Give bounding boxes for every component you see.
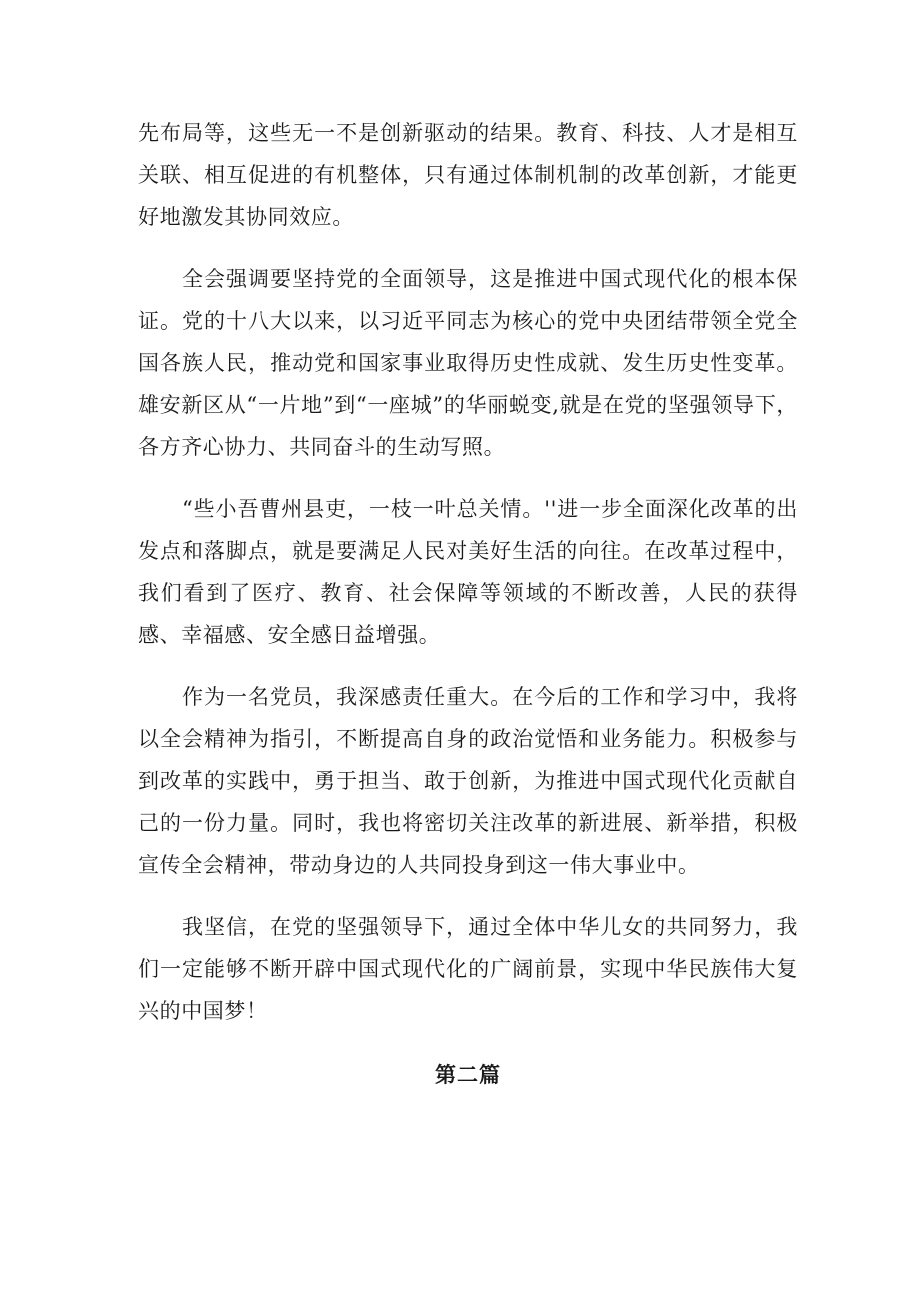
section-title: 第二篇	[435, 1062, 501, 1087]
paragraph-3: “些小吾曹州县吏，一枝一叶总关情。''进一步全面深化改革的出发点和落脚点，就是要满足人民对美好生活的向往。在改革过程中，我们看到了医疗、教育、社会保障等领域的不断改善，人民的获得感、幸福感、安全感日益增强。	[138, 497, 798, 647]
paragraph-4: 作为一名党员，我深感责任重大。在今后的工作和学习中，我将以全会精神为指引，不断提高自身的政治觉悟和业务能力。积极参与到改革的实践中，勇于担当、敢于创新，为推进中国式现代化贡献自己的一份力量。同时，我也将密切关注改革的新进展、新举措，积极宣传全会精神，带动身边的人共同投身到这一伟大事业中。	[138, 685, 798, 877]
paragraph-5: 我坚信，在党的坚强领导下，通过全体中华儿女的共同努力，我们一定能够不断开辟中国式现代化的广阔前景，实现中华民族伟大复兴的中国梦！	[138, 915, 798, 1023]
paragraph-2: 全会强调要坚持党的全面领导，这是推进中国式现代化的根本保证。党的十八大以来，以习近平同志为核心的党中央团结带领全党全国各族人民，推动党和国家事业取得历史性成就、发生历史性变革。雄安新区从“一片地”到“一座城”的华丽蜕变,就是在党的坚强领导下，各方齐心协力、共同奋斗的生动写照。	[138, 267, 798, 459]
paragraph-1: 先布局等，这些无一不是创新驱动的结果。教育、科技、人才是相互关联、相互促进的有机整体，只有通过体制机制的改革创新，才能更好地激发其协同效应。	[138, 121, 798, 229]
document-body	[138, 112, 798, 1096]
